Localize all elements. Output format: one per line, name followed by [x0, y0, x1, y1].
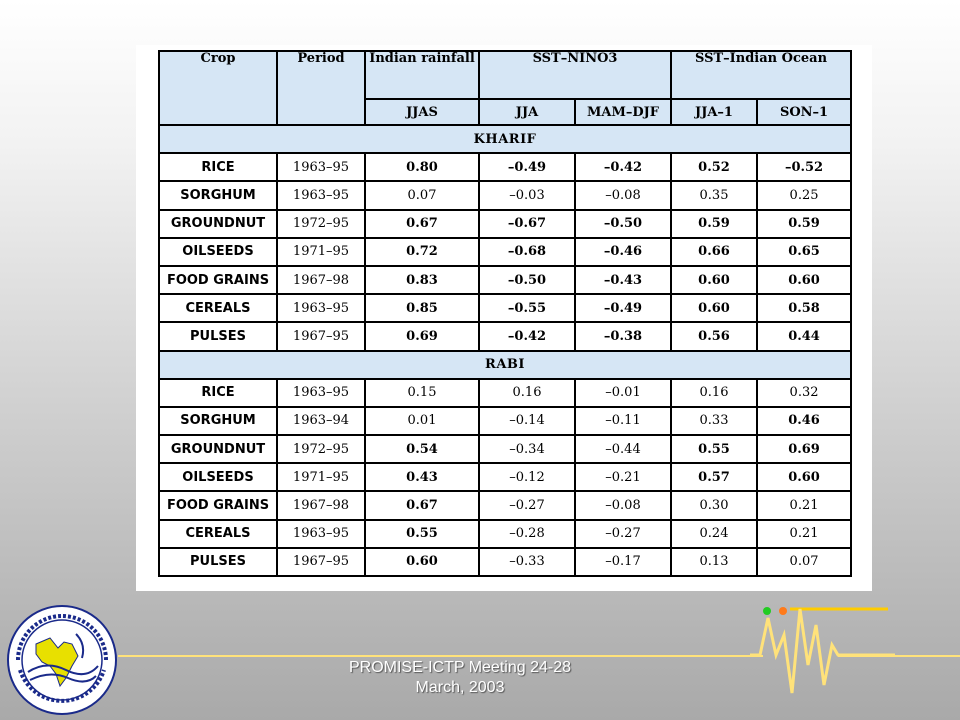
header-sst-nino3: SST–NINO3 — [479, 51, 671, 99]
crop-cell: GROUNDNUT — [159, 210, 277, 238]
correlation-table-wrapper — [158, 50, 850, 577]
seismograph-decoration-icon — [750, 598, 895, 708]
value-cell: –0.08 — [575, 181, 671, 209]
value-cell: –0.43 — [575, 266, 671, 294]
value-cell: 0.16 — [671, 379, 757, 407]
table-row — [159, 407, 851, 435]
value-cell: 0.43 — [365, 463, 479, 491]
footer-line-1: PROMISE-ICTP Meeting 24-28 — [348, 659, 571, 676]
crop-cell: RICE — [159, 153, 277, 181]
value-cell: –0.14 — [479, 407, 575, 435]
crop-cell: FOOD GRAINS — [159, 266, 277, 294]
value-cell: 0.52 — [671, 153, 757, 181]
period-cell: 1963–95 — [277, 379, 365, 407]
value-cell: 0.57 — [671, 463, 757, 491]
table-row — [159, 322, 851, 350]
value-cell: –0.42 — [479, 322, 575, 350]
value-cell: 0.07 — [365, 181, 479, 209]
value-cell: –0.21 — [575, 463, 671, 491]
period-cell: 1972–95 — [277, 435, 365, 463]
table-row — [159, 294, 851, 322]
subheader-son-1: SON–1 — [757, 99, 851, 125]
period-cell: 1967–95 — [277, 548, 365, 576]
value-cell: –0.34 — [479, 435, 575, 463]
crop-cell: RICE — [159, 379, 277, 407]
value-cell: 0.59 — [757, 210, 851, 238]
period-cell: 1967–98 — [277, 266, 365, 294]
period-cell: 1963–95 — [277, 181, 365, 209]
value-cell: –0.55 — [479, 294, 575, 322]
subheader-jjas: JJAS — [365, 99, 479, 125]
table-row — [159, 520, 851, 548]
value-cell: –0.42 — [575, 153, 671, 181]
value-cell: –0.08 — [575, 491, 671, 519]
value-cell: 0.35 — [671, 181, 757, 209]
value-cell: 0.83 — [365, 266, 479, 294]
table-row — [159, 153, 851, 181]
table-row — [159, 463, 851, 491]
subheader-mam-djf: MAM–DJF — [575, 99, 671, 125]
section-header-rabi: RABI — [159, 351, 851, 379]
value-cell: –0.38 — [575, 322, 671, 350]
value-cell: 0.60 — [757, 266, 851, 294]
footer-divider — [118, 655, 763, 657]
value-cell: –0.12 — [479, 463, 575, 491]
value-cell: –0.49 — [479, 153, 575, 181]
value-cell: –0.33 — [479, 548, 575, 576]
value-cell: –0.68 — [479, 238, 575, 266]
value-cell: 0.65 — [757, 238, 851, 266]
value-cell: 0.60 — [757, 463, 851, 491]
value-cell: 0.33 — [671, 407, 757, 435]
header-sst-indian-ocean: SST–Indian Ocean — [671, 51, 851, 99]
value-cell: –0.50 — [575, 210, 671, 238]
period-cell: 1963–95 — [277, 294, 365, 322]
table-row — [159, 379, 851, 407]
period-cell: 1967–98 — [277, 491, 365, 519]
crop-cell: FOOD GRAINS — [159, 491, 277, 519]
footer-caption — [300, 658, 620, 698]
value-cell: –0.67 — [479, 210, 575, 238]
value-cell: –0.17 — [575, 548, 671, 576]
value-cell: 0.69 — [757, 435, 851, 463]
value-cell: –0.44 — [575, 435, 671, 463]
value-cell: 0.44 — [757, 322, 851, 350]
crop-cell: PULSES — [159, 548, 277, 576]
value-cell: 0.67 — [365, 210, 479, 238]
value-cell: 0.16 — [479, 379, 575, 407]
value-cell: 0.32 — [757, 379, 851, 407]
value-cell: 0.60 — [671, 266, 757, 294]
footer-line-2: March, 2003 — [415, 679, 505, 696]
value-cell: 0.01 — [365, 407, 479, 435]
value-cell: 0.46 — [757, 407, 851, 435]
period-cell: 1971–95 — [277, 238, 365, 266]
period-cell: 1963–94 — [277, 407, 365, 435]
value-cell: –0.50 — [479, 266, 575, 294]
crop-cell: SORGHUM — [159, 181, 277, 209]
value-cell: –0.01 — [575, 379, 671, 407]
value-cell: 0.24 — [671, 520, 757, 548]
value-cell: 0.21 — [757, 491, 851, 519]
value-cell: 0.60 — [671, 294, 757, 322]
value-cell: 0.55 — [671, 435, 757, 463]
period-cell: 1967–95 — [277, 322, 365, 350]
header-indian-rainfall: Indian rainfall — [365, 51, 479, 99]
crop-cell: PULSES — [159, 322, 277, 350]
iitm-logo-icon — [6, 604, 118, 716]
value-cell: –0.52 — [757, 153, 851, 181]
value-cell: –0.49 — [575, 294, 671, 322]
value-cell: –0.46 — [575, 238, 671, 266]
value-cell: 0.59 — [671, 210, 757, 238]
value-cell: –0.03 — [479, 181, 575, 209]
crop-cell: CEREALS — [159, 520, 277, 548]
value-cell: 0.07 — [757, 548, 851, 576]
period-cell: 1963–95 — [277, 153, 365, 181]
value-cell: 0.54 — [365, 435, 479, 463]
table-row — [159, 238, 851, 266]
value-cell: 0.67 — [365, 491, 479, 519]
crop-cell: OILSEEDS — [159, 238, 277, 266]
crop-cell: GROUNDNUT — [159, 435, 277, 463]
value-cell: 0.25 — [757, 181, 851, 209]
value-cell: 0.60 — [365, 548, 479, 576]
value-cell: 0.56 — [671, 322, 757, 350]
value-cell: –0.27 — [575, 520, 671, 548]
table-row — [159, 181, 851, 209]
period-cell: 1963–95 — [277, 520, 365, 548]
value-cell: –0.28 — [479, 520, 575, 548]
value-cell: 0.21 — [757, 520, 851, 548]
table-body — [159, 125, 851, 576]
table-row — [159, 435, 851, 463]
correlation-table — [158, 50, 852, 577]
period-cell: 1971–95 — [277, 463, 365, 491]
value-cell: 0.58 — [757, 294, 851, 322]
table-row — [159, 548, 851, 576]
value-cell: 0.66 — [671, 238, 757, 266]
subheader-jja-1: JJA–1 — [671, 99, 757, 125]
value-cell: 0.15 — [365, 379, 479, 407]
table-row — [159, 266, 851, 294]
header-period: Period — [277, 51, 365, 125]
value-cell: 0.72 — [365, 238, 479, 266]
crop-cell: OILSEEDS — [159, 463, 277, 491]
crop-cell: SORGHUM — [159, 407, 277, 435]
section-header-kharif: KHARIF — [159, 125, 851, 153]
table-row — [159, 210, 851, 238]
subheader-jja: JJA — [479, 99, 575, 125]
value-cell: 0.30 — [671, 491, 757, 519]
value-cell: 0.85 — [365, 294, 479, 322]
value-cell: 0.69 — [365, 322, 479, 350]
table-row — [159, 491, 851, 519]
value-cell: –0.11 — [575, 407, 671, 435]
crop-cell: CEREALS — [159, 294, 277, 322]
period-cell: 1972–95 — [277, 210, 365, 238]
header-crop: Crop — [159, 51, 277, 125]
value-cell: 0.80 — [365, 153, 479, 181]
value-cell: 0.13 — [671, 548, 757, 576]
value-cell: –0.27 — [479, 491, 575, 519]
value-cell: 0.55 — [365, 520, 479, 548]
